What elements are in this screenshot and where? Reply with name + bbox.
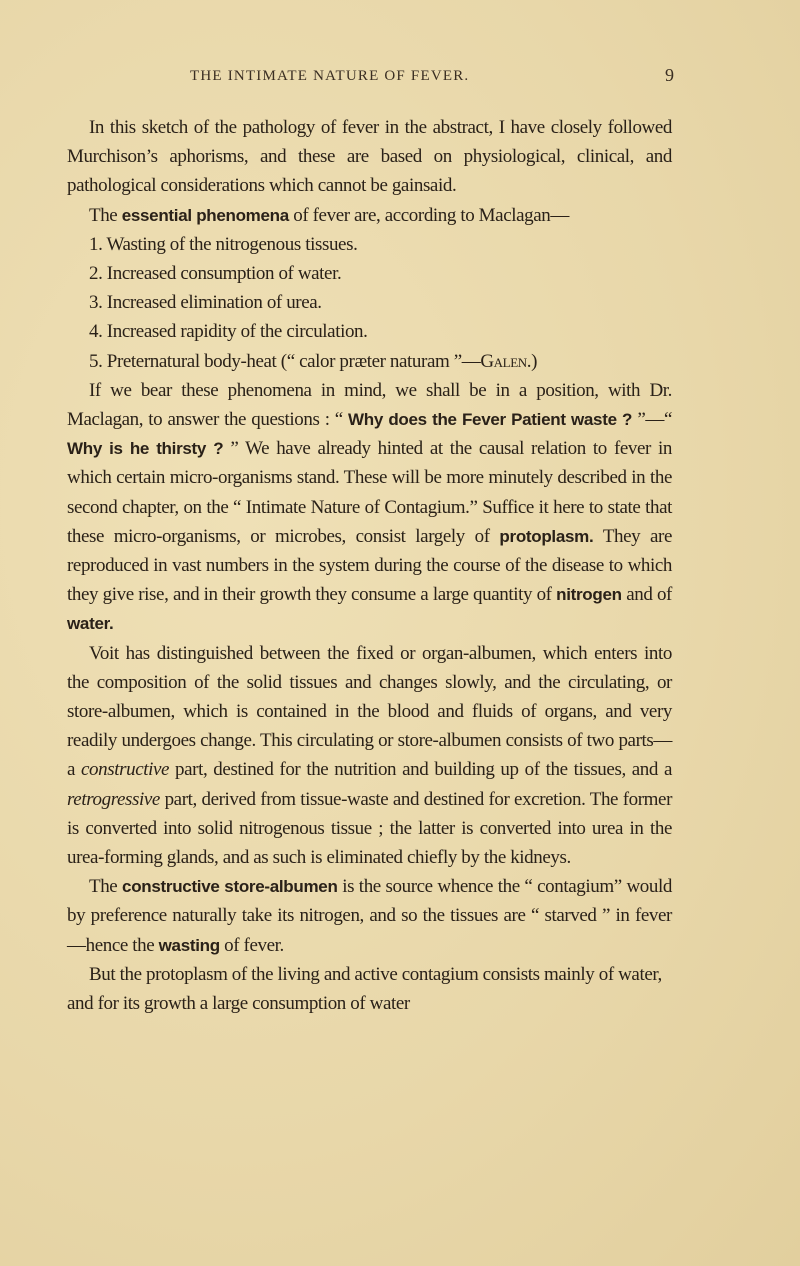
text: The <box>89 876 123 898</box>
text: They are reproduced in vast numbers in the system during the course of the disease to which they give rise, and in their growth they consume a large quantity of <box>67 525 672 606</box>
list-item-2: 2. Increased consumption of water. <box>89 263 342 285</box>
text: of fever. <box>219 934 284 956</box>
paragraph-1: In this sketch of the pathology of fever in the abstract, I have closely followed Murchison’s aphorisms, and these are based on physiological, clinical, and pathological considerations which cannot be gainsaid. <box>67 117 672 197</box>
bold-question-2: Why is he thirsty ? <box>67 439 224 459</box>
text: part, derived from tissue-waste and destined for excretion. The former is converted into solid nitrogenous tissue ; the latter is converted into urea in the urea-forming glands, and as such is eliminated chiefly by the kidneys. <box>67 788 672 869</box>
author-galen: Galen.) <box>480 350 538 372</box>
text: 5. Preternatural body-heat (“ calor præter naturam ”— <box>89 350 481 372</box>
bold-term: protoplasm. <box>499 526 594 546</box>
text: of fever are, according to Maclagan— <box>288 204 569 226</box>
bold-term: wasting <box>158 935 220 955</box>
bold-term: constructive store-albumen <box>122 877 338 897</box>
paragraph-3 <box>67 376 672 639</box>
bold-term: nitrogen <box>556 585 622 605</box>
list-item-1: 1. Wasting of the nitrogenous tissues. <box>89 233 358 255</box>
text: ”—“ <box>632 409 672 431</box>
page-number: 9 <box>665 65 676 85</box>
paragraph-6: But the protoplasm of the living and active contagium consists mainly of water, and for its growth a large consumption of water <box>67 963 662 1015</box>
body-text <box>67 113 672 1018</box>
text: part, destined for the nutrition and building up of the tissues, and a <box>169 759 672 781</box>
italic-term: retrogressive <box>67 788 160 810</box>
running-title: THE INTIMATE NATURE OF FEVER. <box>190 68 470 84</box>
paragraph-4 <box>67 639 672 873</box>
paragraph-2 <box>67 201 672 230</box>
text: Voit has distinguished between the fixed or organ-albumen, which enters into the composition of the solid tissues and changes slowly, and the circulating, or store-albumen, which is contained in the blood and fluids of organs, and very readily undergoes change. This circulating or store-albumen consists of two parts—a <box>67 642 672 781</box>
bold-question-1: Why does the Fever Patient waste ? <box>348 410 633 430</box>
bold-term: essential phenomena <box>121 205 289 225</box>
text: is the source whence the “ contagium” would by preference naturally take its nitrogen, and so the tissues are “ starved ” in fever—hence the <box>67 876 672 956</box>
text: ” We have already hinted at the causal relation to fever in which certain micro-organisms stand. These will be more minutely described in the second chapter, on the “ Intimate Nature of Contagium.” Suffice it here to state that these micro-organisms, or microbes, consist largely of <box>67 438 673 547</box>
bold-term: water. <box>67 614 114 634</box>
paragraph-5 <box>67 872 672 960</box>
italic-term: constructive <box>81 759 170 781</box>
list-item-4: 4. Increased rapidity of the circulation. <box>89 321 368 343</box>
text: The <box>89 204 122 226</box>
list-item-3: 3. Increased elimination of urea. <box>89 292 322 314</box>
text: If we bear these phenomena in mind, we shall be in a position, with Dr. Maclagan, to answer the questions : “ <box>67 379 672 431</box>
list-item-5 <box>67 347 672 376</box>
text: and of <box>621 584 672 606</box>
